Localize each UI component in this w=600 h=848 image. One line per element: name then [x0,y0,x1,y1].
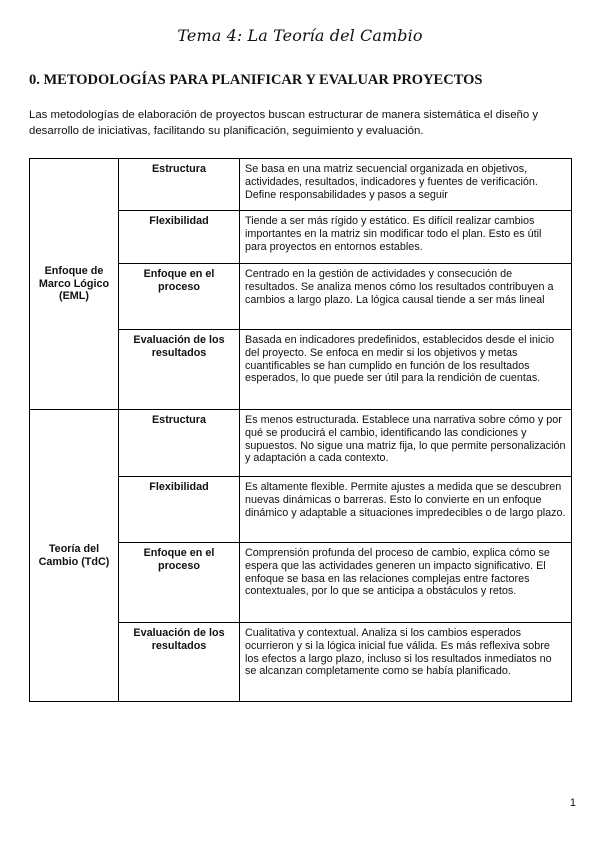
group-label-eml: Enfoque de Marco Lógico (EML) [30,159,119,410]
table-row [30,410,572,477]
aspect-description: Tiende a ser más rígido y estático. Es difícil realizar cambios importantes en la matriz sin modificar todo el plan. Esto es útil para proyectos en entornos estables. [240,211,572,264]
aspect-label: Flexibilidad [119,211,240,264]
aspect-label: Enfoque en el proceso [119,264,240,330]
aspect-description: Basada en indicadores predefinidos, establecidos desde el inicio del proyecto. Se enfoca en medir si los objetivos y metas cuantificables se han cumplido en función de los resultados esperados, lo que puede ser útil para la rendición de cuentas. [240,330,572,410]
aspect-label: Estructura [119,159,240,211]
aspect-label: Evaluación de los resultados [119,330,240,410]
page-number: 1 [569,797,576,809]
aspect-label: Evaluación de los resultados [119,623,240,702]
aspect-description: Centrado en la gestión de actividades y consecución de resultados. Se analiza menos cómo los resultados contribuyen a cambios a largo plazo. La lógica causal tiende a ser más lineal [240,264,572,330]
aspect-label: Enfoque en el proceso [119,543,240,623]
group-label-tdc: Teoría del Cambio (TdC) [30,410,119,702]
aspect-description: Es menos estructurada. Establece una narrativa sobre cómo y por qué se producirá el cambio, identificando las condiciones y supuestos. No sigue una matriz fija, lo que permite personalización y adaptación a cada contexto. [240,410,572,477]
intro-paragraph: Las metodologías de elaboración de proyectos buscan estructurar de manera sistemática el diseño y desarrollo de iniciativas, facilitando su planificación, seguimiento y evaluación. [29,109,539,137]
section-heading: 0. METODOLOGÍAS PARA PLANIFICAR Y EVALUAR PROYECTOS [29,72,483,88]
aspect-description: Comprensión profunda del proceso de cambio, explica cómo se espera que las actividades generen un impacto significativo. El enfoque se basa en las relaciones complejas entre factores contextuales, por lo que se anticipa a obstáculos y retos. [240,543,572,623]
aspect-label: Flexibilidad [119,477,240,543]
aspect-description: Es altamente flexible. Permite ajustes a medida que se descubren nuevas dinámicas o barreras. Esto lo convierte en un enfoque dinámico y adaptable a situaciones impredecibles o de largo plazo. [240,477,572,543]
aspect-description: Cualitativa y contextual. Analiza si los cambios esperados ocurrieron y si la lógica inicial fue válida. Es más reflexiva sobre los efectos a largo plazo, incluso si los resultados inmediatos no se alcanzan completamente como se había planificado. [240,623,572,702]
aspect-label: Estructura [119,410,240,477]
page-title: Tema 4: La Teoría del Cambio [177,26,423,45]
aspect-description: Se basa en una matriz secuencial organizada en objetivos, actividades, resultados, indicadores y fuentes de verificación. Define responsabilidades y pasos a seguir [240,159,572,211]
methodology-comparison-table [29,158,572,702]
table-row [30,159,572,211]
